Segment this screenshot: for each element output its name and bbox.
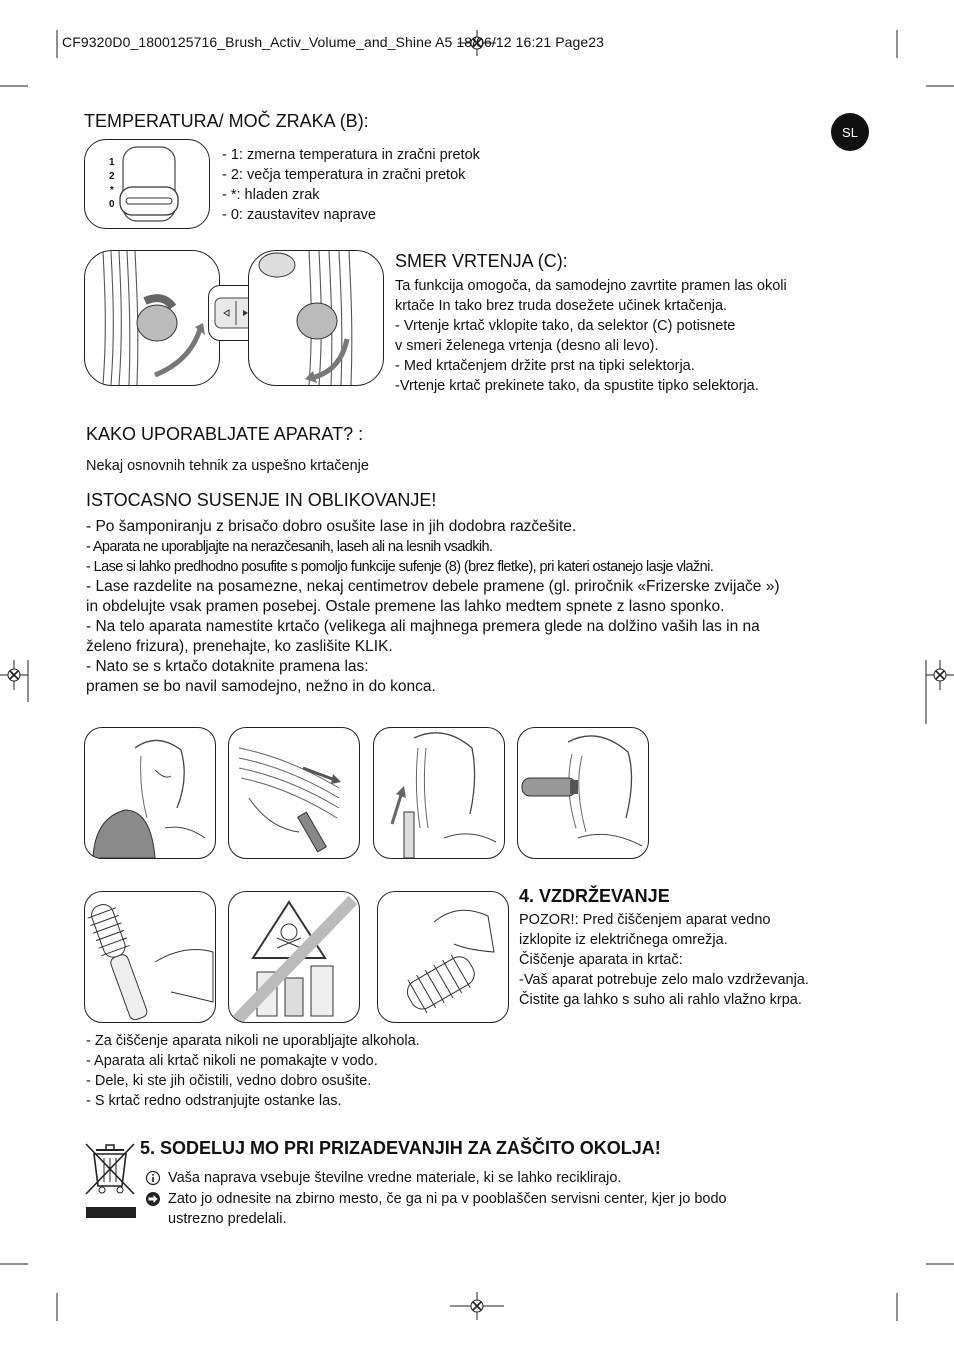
rotation-text [395,276,787,396]
temperature-list [222,145,480,225]
maintenance-line: Čiščenje aparata in krtač: [519,952,683,968]
styling-line: - Lase si lahko predhodno posufite s pomoljo funkcije sufenje (8) (brez fletke), pri kateri ostanejo lasje vlažni. [86,559,714,575]
maintenance-rule: - S krtač redno odstranjujte ostanke las. [86,1093,342,1109]
environment-action-line: ustrezno predelali. [168,1211,287,1227]
maintenance-line: izklopite iz električnega omrežja. [519,932,728,948]
language-badge: SL [831,113,869,151]
step3-brush-illustration [373,727,505,859]
temperature-item: - 2: večja temperatura in zračni pretok [222,167,466,183]
rotation-title: SMER VRTENJA (C): [395,251,568,271]
maintenance-title: 4. VZDRŽEVANJE [519,886,670,906]
hair-cleaning-illustration [377,891,509,1023]
maintenance-text [519,910,809,1010]
info-icon [145,1170,161,1186]
registration-mark-bottom [450,1292,504,1320]
rotation-line: v smeri želenega vrtenja (desno ali levo). [395,338,659,354]
styling-line: in obdelujte vsak pramen posebej. Ostale premene las lahko medtem spnete z lasno sponko. [86,598,725,615]
rotation-line: - Vrtenje krtač vklopite tako, da selektor (C) potisnete [395,318,736,334]
temperature-item: - 1: zmerna temperatura in zračni pretok [222,147,480,163]
switch-label-cold: * [109,185,114,196]
brush-removal-illustration [84,891,216,1023]
usage-title: KAKO UPORABLJATE APARAT? : [86,424,364,444]
rotation-line: - Med krtačenjem držite prst na tipki selektorja. [395,358,695,374]
environment-action [168,1189,727,1229]
switch-label-0: 0 [109,199,115,210]
environment-info: Vaša naprava vsebuje številne vredne materiale, ki se lahko reciklirajo. [168,1170,622,1186]
step2-comb-illustration [228,727,360,859]
maintenance-rule: - Dele, ki ste jih očistili, vedno dobro osušite. [86,1073,372,1089]
styling-line: pramen se bo navil samodejno, nežno in do konca. [86,678,436,695]
styling-line: - Aparata ne uporabljajte na nerazčesanih, laseh ali na lesnih vsadkih. [86,539,493,555]
arrow-circle-icon [145,1191,161,1207]
styling-line: - Nato se s krtačo dotaknite pramena las: [86,658,369,675]
registration-mark-left [0,660,28,690]
maintenance-rule: - Za čiščenje aparata nikoli ne uporabljajte alkohola. [86,1033,420,1049]
environment-action-line: Zato jo odnesite na zbirno mesto, če ga ni pa v pooblaščen servisni center, kjer jo bodo [168,1191,727,1207]
maintenance-line: POZOR!: Pred čiščenjem aparat vedno [519,912,771,928]
maintenance-line: -Vaš aparat potrebuje zelo malo vzdrževanja. [519,972,809,988]
temperature-item: - *: hladen zrak [222,187,320,203]
rotation-line: Ta funkcija omogoča, da samodejno zavrtite pramen las okoli [395,278,787,294]
weee-bin-icon [84,1140,138,1220]
temperature-title: TEMPERATURA/ MOČ ZRAKA (B): [84,111,369,131]
styling-line: - Lase razdelite na posamezne, nekaj centimetrov debele pramene (gl. priročnik «Frizerske zvijače ») [86,578,780,595]
styling-title: ISTOCASNO SUSENJE IN OBLIKOVANJE! [86,490,437,510]
usage-subtitle: Nekaj osnovnih tehnik za uspešno krtačenje [86,458,369,474]
environment-title: 5. SODELUJ MO PRI PRIZADEVANJIH ZA ZAŠČITO OKOLJA! [140,1138,661,1158]
print-header: CF9320D0_1800125716_Brush_Activ_Volume_and_Shine A5 18/06/12 16:21 Page23 [62,34,605,50]
maintenance-rule: - Aparata ali krtač nikoli ne pomakajte v vodo. [86,1053,378,1069]
styling-text [86,517,780,697]
step4-curl-illustration [517,727,649,859]
styling-line: - Na telo aparata namestite krtačo (velikega ali majhnega premera glede na dolžino vaših las in na [86,618,760,635]
no-alcohol-illustration [228,891,360,1023]
rotation-line: krtače In tako brez truda dosežete učinek krtačenja. [395,298,728,314]
maintenance-line: Čistite ga lahko s suho ali rahlo vlažno krpa. [519,992,802,1008]
rotation-right-illustration [248,250,384,386]
styling-line: želeno frizura), prenehajte, ko zaslišite KLIK. [86,638,393,655]
switch-label-1: 1 [109,157,115,168]
rotation-line: -Vrtenje krtač prekinete tako, da spustite tipko selektorja. [395,378,759,394]
rotation-left-illustration [84,250,220,386]
maintenance-rules [86,1031,420,1111]
step1-towel-illustration [84,727,216,859]
registration-mark-right [926,660,954,690]
switch-label-2: 2 [109,171,115,182]
temperature-switch-illustration [84,139,210,229]
styling-line: - Po šamponiranju z brisačo dobro osušite lase in jih dodobra razčešite. [86,518,577,535]
temperature-item: - 0: zaustavitev naprave [222,207,376,223]
